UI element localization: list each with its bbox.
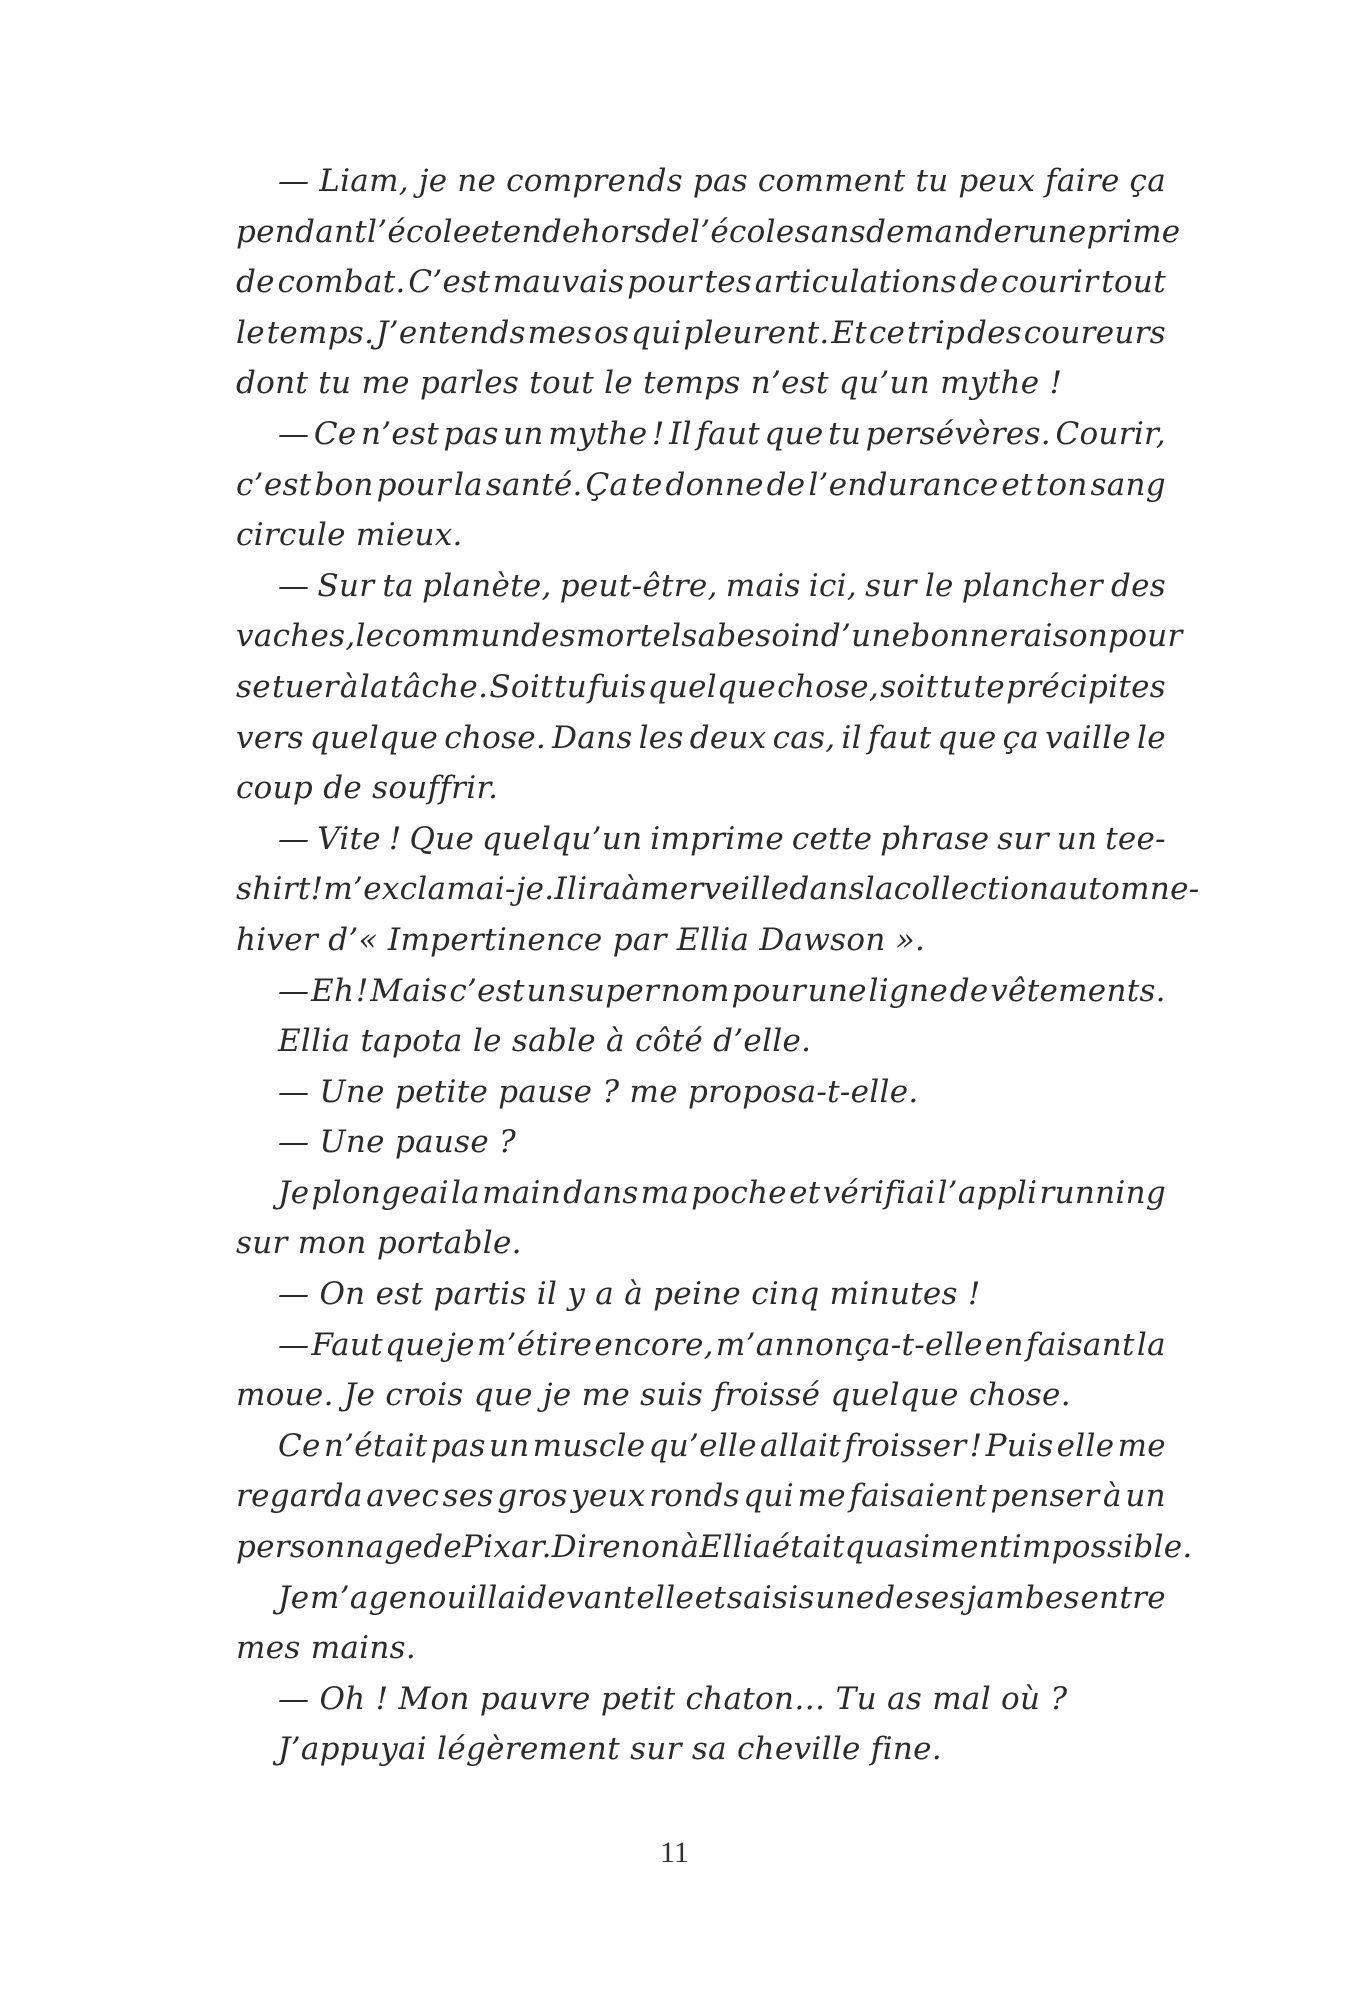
text-line: — Eh ! Mais c’est un super nom pour une ligne de vêtements. (278, 972, 1166, 1009)
text-line: pendant l’école et en dehors de l’école sans demander une prime (236, 213, 1181, 250)
text-line: — On est partis il y a à peine cinq minutes ! (278, 1276, 981, 1313)
text-line: Je m’agenouillai devant elle et saisis une de ses jambes entre (278, 1579, 1166, 1616)
text-line: mes mains. (236, 1630, 417, 1667)
text-line: dont tu me parles tout le temps n’est qu’un mythe ! (236, 365, 1063, 402)
text-line: circule mieux. (236, 517, 463, 554)
text-line: — Vite ! Que quelqu’un imprime cette phrase sur un tee- (278, 820, 1166, 857)
text-line: J’appuyai légèrement sur sa cheville fine. (278, 1731, 942, 1768)
text-line: personnage de Pixar. Dire non à Ellia était quasiment impossible. (236, 1529, 1193, 1566)
text-line: — Liam, je ne comprends pas comment tu peux faire ça (278, 163, 1166, 199)
text-line: le temps. J’entends mes os qui pleurent. Et ce trip des coureurs (236, 314, 1166, 351)
text-line: regarda avec ses gros yeux ronds qui me faisaient penser à un (236, 1478, 1166, 1515)
text-line: Ce n’était pas un muscle qu’elle allait froisser ! Puis elle me (278, 1427, 1166, 1464)
text-line: hiver d’« Impertinence par Ellia Dawson ». (236, 921, 926, 958)
text-line: se tuer à la tâche. Soit tu fuis quelque chose, soit tu te précipites (236, 668, 1166, 705)
text-line: vaches, le commun des mortels a besoin d’une bonne raison pour (236, 618, 1183, 655)
page-number: 11 (660, 1836, 689, 1869)
text-line: shirt ! m’exclamai-je. Il ira à merveille dans la collection automne- (236, 871, 1200, 908)
text-line: Je plongeai la main dans ma poche et vérifiai l’appli running (278, 1174, 1166, 1211)
text-line: coup de souffrir. (236, 770, 499, 807)
text-line: moue. Je crois que je me suis froissé quelque chose. (236, 1377, 1071, 1414)
text-line: — Oh ! Mon pauvre petit chaton… Tu as mal où ? (278, 1680, 1068, 1717)
text-line: de combat. C’est mauvais pour tes articulations de courir tout (236, 264, 1166, 301)
text-line: Ellia tapota le sable à côté d’elle. (278, 1023, 812, 1060)
body-text (236, 156, 1200, 1775)
text-line: — Faut que je m’étire encore, m’annonça-t-elle en faisant la (278, 1326, 1166, 1363)
text-line: vers quelque chose. Dans les deux cas, il faut que ça vaille le (236, 719, 1166, 756)
text-line: — Une pause ? (278, 1124, 517, 1161)
text-line: — Ce n’est pas un mythe ! Il faut que tu persévères. Courir, (278, 415, 1166, 452)
text-line: — Sur ta planète, peut-être, mais ici, sur le plancher des (278, 567, 1166, 604)
text-line: c’est bon pour la santé. Ça te donne de l’endurance et ton sang (236, 466, 1166, 503)
text-line: — Une petite pause ? me proposa-t-elle. (278, 1073, 919, 1110)
text-line: sur mon portable. (236, 1225, 522, 1262)
